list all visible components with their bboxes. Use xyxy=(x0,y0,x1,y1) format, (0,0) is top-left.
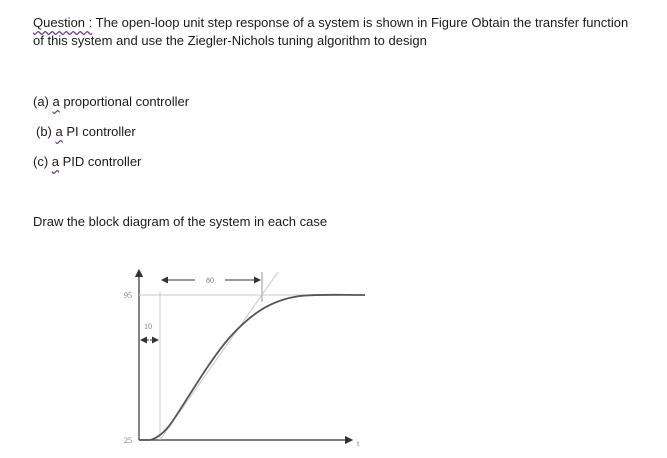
time-constant-label: 80 xyxy=(206,276,214,285)
delay-label: 10 xyxy=(144,322,152,331)
part-b-prefix: (b) xyxy=(36,124,56,139)
part-b-article: a xyxy=(55,124,63,139)
question-label: Question : xyxy=(33,15,93,30)
part-b-text: PI controller xyxy=(62,124,136,139)
part-c-text: PID controller xyxy=(59,154,142,169)
question-line-2: of this system and use the Ziegler-Nichols tuning algorithm to design xyxy=(33,33,427,48)
part-c-article: a xyxy=(51,154,60,169)
part-a-prefix: (a) xyxy=(33,94,53,109)
y-top-label: 95 xyxy=(124,291,132,300)
part-a-article: a xyxy=(52,94,60,109)
part-a-text: proportional controller xyxy=(59,94,190,109)
step-response-curve xyxy=(139,295,365,440)
part-c-prefix: (c) xyxy=(33,154,52,169)
y-bottom-label: 25 xyxy=(124,436,132,445)
instruction-text: Draw the block diagram of the system in each case xyxy=(33,214,328,229)
question-text-1: The open-loop unit step response of a system is shown in Figure Obtain the transfer function xyxy=(92,15,629,30)
x-axis-label: t xyxy=(357,439,360,448)
